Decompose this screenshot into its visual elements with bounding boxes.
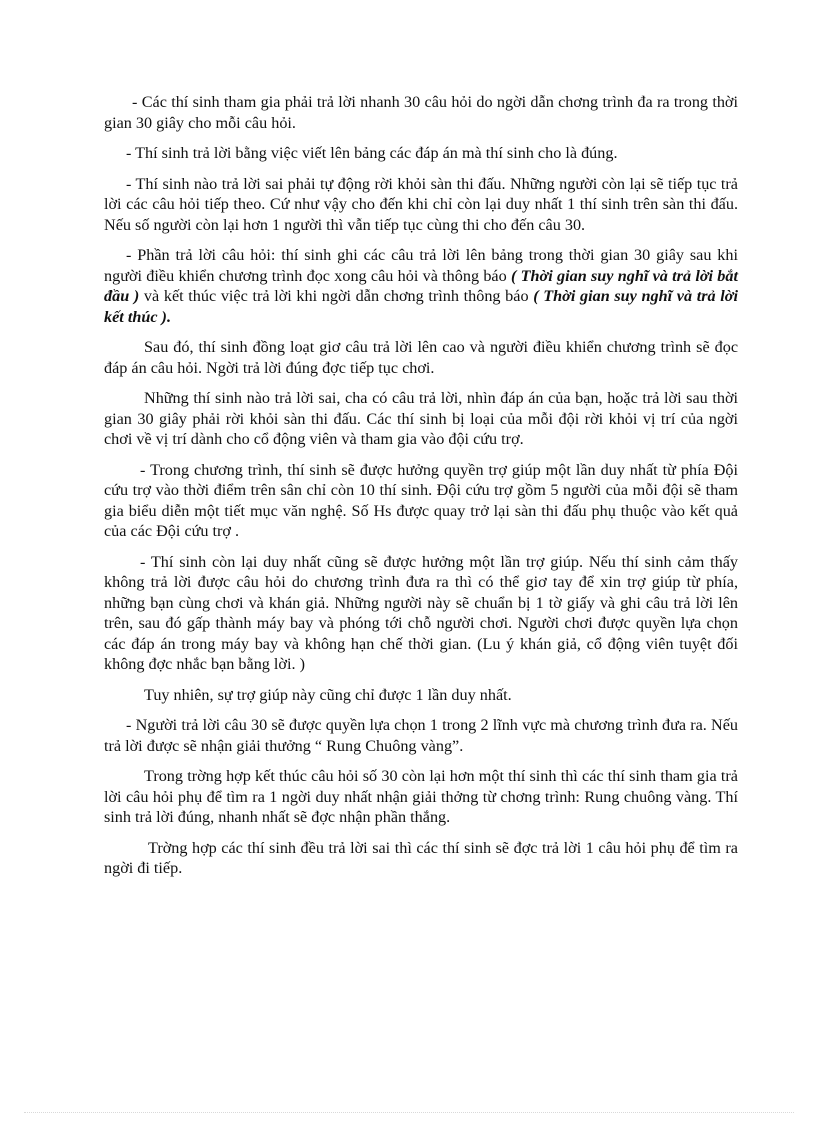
rule-paragraph-wrong-answer-leave: - Thí sinh nào trả lời sai phải tự động rời khỏi sàn thi đấu. Những người còn lại sẽ tiếp tục trả lời các câu hỏi tiếp theo. Cứ như vậy cho đến khi chỉ còn lại duy nhất 1 thí sinh trên sàn thi đấu. Nếu số người còn lại hơn 1 người thì vẫn tiếp tục cùng thi cho đến câu 30. — [104, 174, 738, 234]
rule-paragraph-answer-30-questions: - Các thí sinh tham gia phải trả lời nhanh 30 câu hỏi do ngời dẫn chơng trình đa ra trong thời gian 30 giây cho mỗi câu hỏi. — [104, 93, 738, 132]
answer-time-end-notice: ( Thời gian suy nghĩ và trả lời kết thúc ). — [104, 287, 738, 326]
rule-paragraph-raise-answers: Sau đó, thí sinh đồng loạt giơ câu trả lời lên cao và người điều khiển chương trình sẽ đọc đáp án câu hỏi. Ngời trả lời đúng đợc tiếp tục chơi. — [104, 338, 738, 377]
rule-paragraph-all-wrong: Trờng hợp các thí sinh đều trả lời sai thì các thí sinh sẽ đợc trả lời 1 câu hỏi phụ để tìm ra ngời đi tiếp. — [104, 838, 738, 877]
rule-paragraph-answer-time — [104, 245, 738, 327]
rule-paragraph-write-on-board: - Thí sinh trả lời bằng việc viết lên bảng các đáp án mà thí sinh cho là đúng. — [126, 144, 618, 162]
answer-time-text-b: và kết thúc việc trả lời khi ngời dẫn chơng trình thông báo — [139, 287, 534, 305]
rule-paragraph-eliminated-players: Những thí sinh nào trả lời sai, cha có câu trả lời, nhìn đáp án của bạn, hoặc trả lời sau thời gian 30 giây phải rời khỏi sàn thi đấu. Các thí sinh bị loại của mỗi đội rời khỏi vị trí của ngời chơi về vị trí dành cho cổ động viên và tham gia vào đội cứu trợ. — [104, 389, 738, 448]
rule-paragraph-help-once: Tuy nhiên, sự trợ giúp này cũng chỉ được 1 lần duy nhất. — [144, 685, 512, 704]
document-page — [104, 92, 738, 889]
rule-paragraph-last-player-help: - Thí sinh còn lại duy nhất cũng sẽ được hưởng một lần trợ giúp. Nếu thí sinh cảm thấy không trả lời được câu hỏi do chương trình đưa ra thì có thể giơ tay để xin trợ giúp từ phía, những bạn cùng chơi và khán giả. Những người này sẽ chuẩn bị 1 tờ giấy và ghi câu trả lời lên trên, sau đó gấp thành máy bay và phóng tới chỗ người chơi. Người chơi được quyền lựa chọn các đáp án trong máy bay và không hạn chế thời gian. (Lu ý khán giả, cổ động viên tuyệt đối không đợc nhắc bạn bằng lời. ) — [104, 552, 738, 673]
answer-time-start-notice: ( Thời gian suy nghĩ và trả lời bắt đầu ) — [104, 266, 738, 305]
answer-time-text-a: - Phần trả lời câu hỏi: thí sinh ghi các câu trả lời lên bảng trong thời gian 30 giây sau khi người điều khiển chương trình đọc xong câu hỏi và thông báo — [104, 246, 738, 285]
rule-paragraph-rescue-team: - Trong chương trình, thí sinh sẽ được hưởng quyền trợ giúp một lần duy nhất từ phía Đội cứu trợ vào thời điểm trên sân chỉ còn 10 thí sinh. Đội cứu trợ gồm 5 người của mỗi đội sẽ tham gia biểu diễn một tiết mục văn nghệ. Số Hs được quay trở lại sàn thi đấu phụ thuộc vào kết quả của các Đội cứu trợ . — [104, 460, 738, 540]
rule-paragraph-tiebreak-question: Trong trờng hợp kết thúc câu hỏi số 30 còn lại hơn một thí sinh thì các thí sinh tham gia trả lời câu hỏi phụ để tìm ra 1 ngời duy nhất nhận giải thởng từ chơng trình: Rung chuông vàng. Thí sinh trả lời đúng, nhanh nhất sẽ đợc nhận phần thắng. — [104, 767, 738, 826]
rule-paragraph-question-30: - Người trả lời câu 30 sẽ được quyền lựa chọn 1 trong 2 lĩnh vực mà chương trình đưa ra. Nếu trả lời được sẽ nhận giải thưởng “ Rung Chuông vàng”. — [104, 716, 738, 755]
page-bottom-divider — [24, 1112, 794, 1113]
